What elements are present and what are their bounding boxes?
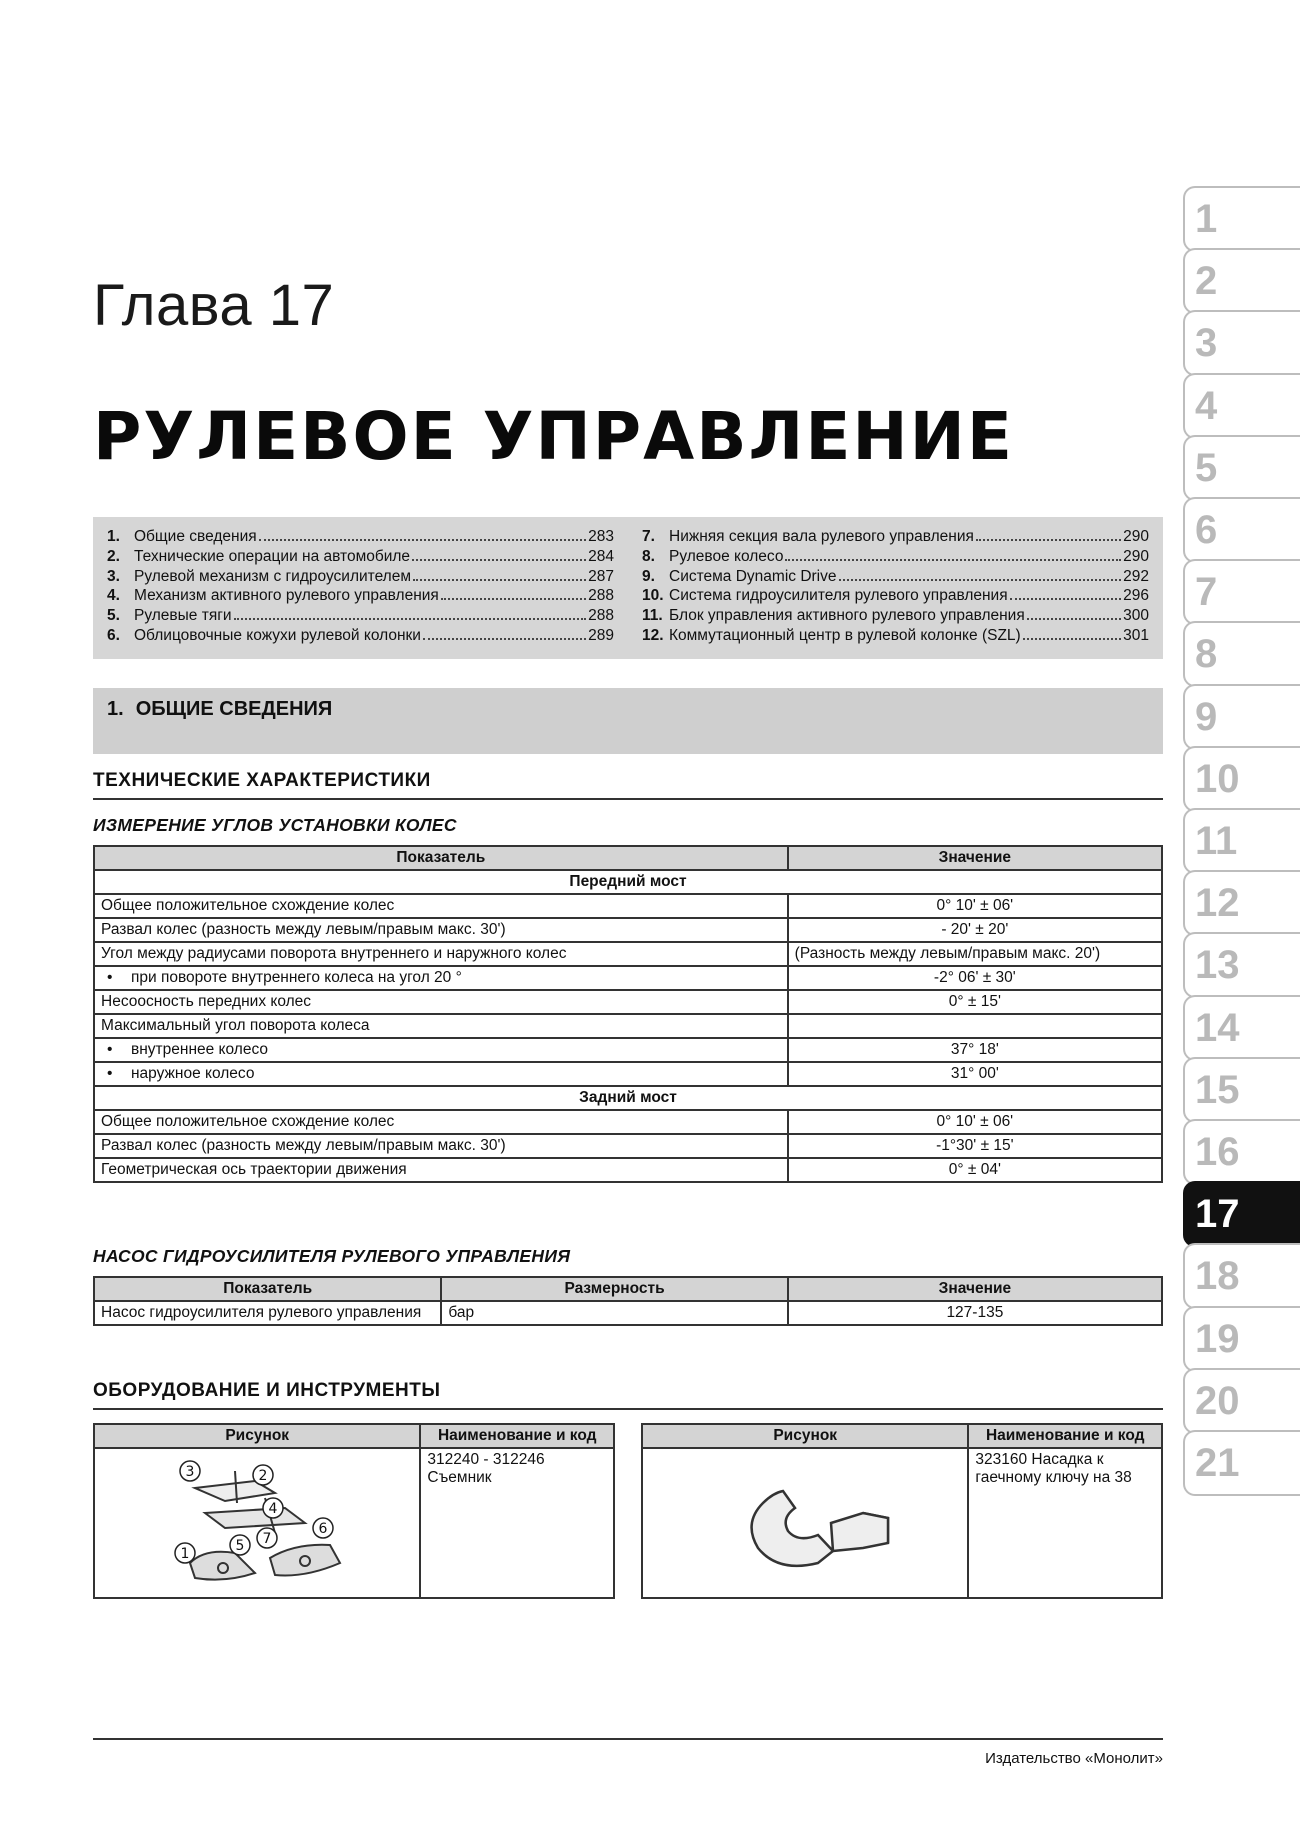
toc-item-page: 287 <box>588 567 614 585</box>
alignment-table <box>93 845 1163 1183</box>
table-header-row <box>94 1424 614 1448</box>
toc-leader-dots <box>976 539 1121 541</box>
chapter-tab-13[interactable]: 13 <box>1183 932 1300 998</box>
tool-name-cell: 312240 - 312246 Съемник <box>420 1448 614 1598</box>
toc-item-title: Система Dynamic Drive <box>669 567 837 585</box>
table-header-row <box>94 1277 1162 1301</box>
callout-7: 7 <box>262 1531 272 1547</box>
value-cell: -2° 06' ± 30' <box>788 966 1162 990</box>
toc-item[interactable] <box>642 567 1149 587</box>
param-cell: Общее положительное схождение колес <box>94 894 788 918</box>
param-cell: Геометрическая ось траектории движения <box>94 1158 788 1182</box>
toc-item[interactable] <box>107 567 614 587</box>
toc-item-page: 284 <box>588 547 614 565</box>
toc-item-page: 288 <box>588 587 614 605</box>
table-row <box>94 966 1162 990</box>
table-row <box>94 990 1162 1014</box>
value-cell: - 20' ± 20' <box>788 918 1162 942</box>
toc-column-left <box>107 527 614 649</box>
callout-4: 4 <box>268 1501 278 1517</box>
pump-unit-cell: бар <box>441 1301 787 1325</box>
toc-leader-dots <box>1023 638 1121 640</box>
table-header-row <box>94 846 1162 870</box>
chapter-tab-10[interactable]: 10 <box>1183 746 1300 812</box>
table-row <box>94 1448 614 1598</box>
section-number: 1. <box>107 698 124 720</box>
chapter-tab-8[interactable]: 8 <box>1183 621 1300 687</box>
value-cell: 0° ± 04' <box>788 1158 1162 1182</box>
param-cell: Угол между радиусами поворота внутреннего и наружного колес <box>94 942 788 966</box>
toc-item-number: 4. <box>107 587 120 605</box>
callout-5: 5 <box>235 1538 245 1554</box>
toc-leader-dots <box>1027 618 1121 620</box>
toc-item-number: 1. <box>107 528 120 545</box>
toc-item-title: Коммутационный центр в рулевой колонке (SZL) <box>669 626 1021 644</box>
toc-item-title: Механизм активного рулевого управления <box>134 587 439 605</box>
toc-item-page: 290 <box>1123 547 1149 565</box>
value-cell: 0° ± 15' <box>788 990 1162 1014</box>
column-header-value: Значение <box>788 846 1162 870</box>
toc-item-number: 2. <box>107 547 120 565</box>
toc-leader-dots <box>413 579 586 581</box>
table-row <box>94 918 1162 942</box>
puller-illustration <box>165 1453 365 1593</box>
toc-item-number: 3. <box>107 567 120 585</box>
toc-item-number: 9. <box>642 567 655 585</box>
value-cell: 0° 10' ± 06' <box>788 1110 1162 1134</box>
chapter-tab-5[interactable]: 5 <box>1183 435 1300 501</box>
toc-item-title: Общие сведения <box>134 528 257 545</box>
toc-item-page: 292 <box>1123 567 1149 585</box>
chapter-tab-21[interactable]: 21 <box>1183 1430 1300 1496</box>
tools-heading: ОБОРУДОВАНИЕ И ИНСТРУМЕНТЫ <box>93 1380 1163 1410</box>
param-cell: Развал колес (разность между левым/правым макс. 30') <box>94 1134 788 1158</box>
toc-item-page: 300 <box>1123 607 1149 625</box>
toc-item-title: Нижняя секция вала рулевого управления <box>669 528 974 545</box>
toc-item-number: 11. <box>642 607 663 625</box>
table-row <box>94 894 1162 918</box>
toc-item-page: 296 <box>1123 587 1149 605</box>
column-header-param: Показатель <box>94 1277 441 1301</box>
group-label: Передний мост <box>94 870 1162 894</box>
toc-item[interactable] <box>107 586 614 606</box>
table-row <box>94 1062 1162 1086</box>
pump-table <box>93 1276 1163 1326</box>
chapter-tab-19[interactable]: 19 <box>1183 1306 1300 1372</box>
publisher-footer: Издательство «Монолит» <box>985 1750 1163 1767</box>
column-header-param: Показатель <box>94 846 788 870</box>
column-header-name: Наименование и код <box>420 1424 614 1448</box>
toc-item-number: 6. <box>107 626 120 644</box>
chapter-tab-7[interactable]: 7 <box>1183 559 1300 625</box>
chapter-tab-17[interactable]: 17 <box>1183 1181 1300 1247</box>
toc-item-title: Система гидроусилителя рулевого управления <box>669 587 1008 605</box>
toc-leader-dots <box>423 638 586 640</box>
toc-item[interactable] <box>642 527 1149 547</box>
param-cell: • наружное колесо <box>94 1062 788 1086</box>
toc-item[interactable] <box>107 547 614 567</box>
callout-2: 2 <box>258 1468 268 1484</box>
param-cell: Максимальный угол поворота колеса <box>94 1014 788 1038</box>
toc-item[interactable] <box>107 606 614 626</box>
chapter-tab-6[interactable]: 6 <box>1183 497 1300 563</box>
table-row <box>94 1110 1162 1134</box>
chapter-tab-20[interactable]: 20 <box>1183 1368 1300 1434</box>
table-row <box>94 1301 1162 1325</box>
toc-leader-dots <box>441 598 586 600</box>
tool-figure-cell <box>642 1448 968 1598</box>
table-row <box>94 1134 1162 1158</box>
toc-item-page: 290 <box>1123 528 1149 545</box>
toc-leader-dots <box>234 618 587 620</box>
section-title: ОБЩИЕ СВЕДЕНИЯ <box>135 698 333 720</box>
tool-table-2 <box>641 1423 1163 1599</box>
chapter-tab-9[interactable]: 9 <box>1183 684 1300 750</box>
toc-leader-dots <box>1010 598 1122 600</box>
section-header <box>93 688 1163 754</box>
toc-item-title: Технические операции на автомобиле <box>134 547 411 565</box>
callout-3: 3 <box>185 1464 195 1480</box>
alignment-heading: ИЗМЕРЕНИЕ УГЛОВ УСТАНОВКИ КОЛЕС <box>93 815 457 835</box>
table-group-row <box>94 870 1162 894</box>
toc-item-page: 283 <box>588 528 614 545</box>
callout-1: 1 <box>180 1546 190 1562</box>
chapter-tab-14[interactable]: 14 <box>1183 995 1300 1061</box>
toc-item[interactable] <box>107 626 614 646</box>
chapter-tab-16[interactable]: 16 <box>1183 1119 1300 1185</box>
tool-figure-cell <box>94 1448 420 1598</box>
table-of-contents <box>93 517 1163 659</box>
chapter-tab-12[interactable]: 12 <box>1183 870 1300 936</box>
chapter-tab-18[interactable]: 18 <box>1183 1243 1300 1309</box>
table-header-row <box>642 1424 1162 1448</box>
toc-item-number: 12. <box>642 626 664 644</box>
toc-item-title: Рулевое колесо <box>669 547 784 565</box>
value-cell <box>788 1014 1162 1038</box>
toc-item-number: 10. <box>642 587 664 605</box>
toc-item-title: Блок управления активного рулевого управления <box>669 607 1025 625</box>
tool-table-1 <box>93 1423 615 1599</box>
toc-item-number: 5. <box>107 607 120 625</box>
toc-leader-dots <box>839 579 1122 581</box>
callout-6: 6 <box>318 1521 328 1537</box>
pump-param-cell: Насос гидроусилителя рулевого управления <box>94 1301 441 1325</box>
toc-item-number: 7. <box>642 528 655 545</box>
chapter-tab-3[interactable]: 3 <box>1183 310 1300 376</box>
pump-heading: НАСОС ГИДРОУСИЛИТЕЛЯ РУЛЕВОГО УПРАВЛЕНИЯ <box>93 1246 571 1266</box>
chapter-tab-11[interactable]: 11 <box>1183 808 1300 874</box>
toc-leader-dots <box>785 559 1121 561</box>
column-header-unit: Размерность <box>441 1277 787 1301</box>
tech-specs-heading: ТЕХНИЧЕСКИЕ ХАРАКТЕРИСТИКИ <box>93 770 1163 800</box>
toc-item[interactable] <box>642 547 1149 567</box>
toc-item-title: Рулевые тяги <box>134 607 232 625</box>
toc-item[interactable] <box>642 586 1149 606</box>
toc-item[interactable] <box>107 527 614 547</box>
table-row <box>642 1448 1162 1598</box>
group-label: Задний мост <box>94 1086 1162 1110</box>
value-cell: 37° 18' <box>788 1038 1162 1062</box>
value-cell: (Разность между левым/правым макс. 20') <box>788 942 1162 966</box>
toc-item[interactable] <box>642 606 1149 626</box>
column-header-figure: Рисунок <box>94 1424 420 1448</box>
table-row <box>94 1014 1162 1038</box>
toc-item-title: Рулевой механизм с гидроусилителем <box>134 567 411 585</box>
pump-value-cell: 127-135 <box>788 1301 1162 1325</box>
chapter-title: РУЛЕВОЕ УПРАВЛЕНИЕ <box>93 398 1014 475</box>
chapter-tab-2[interactable]: 2 <box>1183 248 1300 314</box>
param-cell: • внутреннее колесо <box>94 1038 788 1062</box>
toc-item[interactable] <box>642 626 1149 646</box>
toc-item-number: 8. <box>642 547 655 565</box>
toc-item-page: 301 <box>1123 626 1149 644</box>
toc-leader-dots <box>412 559 586 561</box>
table-group-row <box>94 1086 1162 1110</box>
value-cell: 0° 10' ± 06' <box>788 894 1162 918</box>
crowfoot-wrench-illustration <box>723 1463 923 1583</box>
chapter-tab-15[interactable]: 15 <box>1183 1057 1300 1123</box>
toc-item-title: Облицовочные кожухи рулевой колонки <box>134 626 421 644</box>
table-row <box>94 1158 1162 1182</box>
value-cell: 31° 00' <box>788 1062 1162 1086</box>
param-cell: • при повороте внутреннего колеса на угол 20 ° <box>94 966 788 990</box>
param-cell: Несоосность передних колес <box>94 990 788 1014</box>
table-row <box>94 942 1162 966</box>
chapter-tab-1[interactable]: 1 <box>1183 186 1300 252</box>
column-header-figure: Рисунок <box>642 1424 968 1448</box>
toc-item-page: 289 <box>588 626 614 644</box>
param-cell: Общее положительное схождение колес <box>94 1110 788 1134</box>
param-cell: Развал колес (разность между левым/правым макс. 30') <box>94 918 788 942</box>
toc-leader-dots <box>259 539 586 541</box>
column-header-value: Значение <box>788 1277 1162 1301</box>
chapter-label: Глава 17 <box>93 273 335 338</box>
toc-column-right <box>642 527 1149 649</box>
toc-item-page: 288 <box>588 607 614 625</box>
value-cell: -1°30' ± 15' <box>788 1134 1162 1158</box>
table-row <box>94 1038 1162 1062</box>
footer-rule <box>93 1738 1163 1740</box>
chapter-tab-4[interactable]: 4 <box>1183 373 1300 439</box>
tool-name-cell: 323160 Насадка к гаечному ключу на 38 <box>968 1448 1162 1598</box>
column-header-name: Наименование и код <box>968 1424 1162 1448</box>
